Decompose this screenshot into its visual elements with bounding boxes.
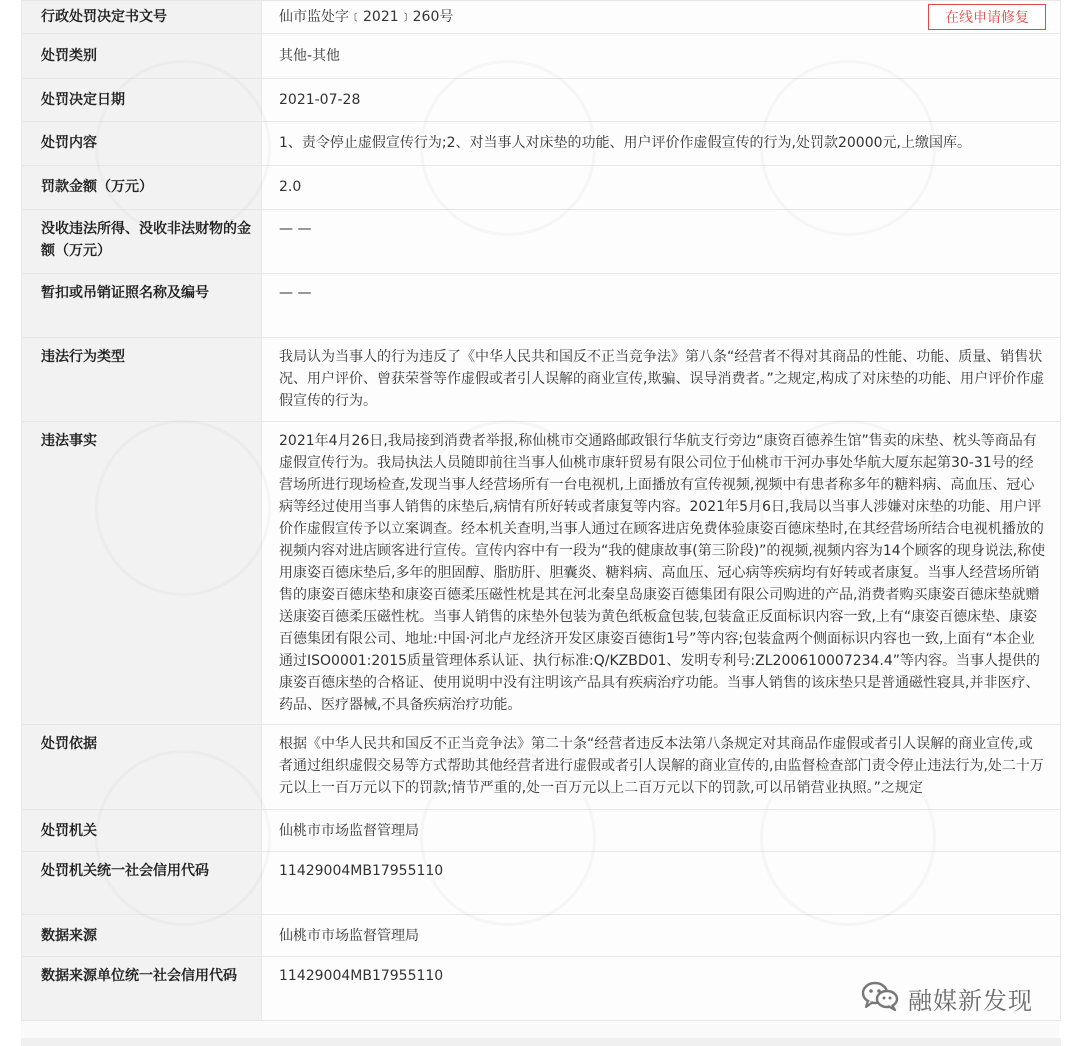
row-label: 处罚机关 (22, 810, 262, 852)
row-label: 处罚内容 (22, 122, 262, 166)
table-row-violation-type (22, 338, 1061, 422)
table-row-fine-amount (22, 166, 1061, 210)
row-value: 我局认为当事人的行为违反了《中华人民共和国反不正当竞争法》第八条“经营者不得对其商品的性能、功能、质量、销售状况、用户评价、曾获荣誉等作虚假或者引人误解的商业宣传,欺骗、误导消费者。”之规定,构成了对床垫的功能、用户评价作虚假宣传的行为。 (262, 338, 1061, 422)
table-row-data-source (22, 915, 1061, 957)
row-label: 行政处罚决定书文号 (22, 1, 262, 34)
table-row-violation-facts (22, 422, 1061, 725)
table-row-penalty-authority (22, 810, 1061, 852)
row-value-cell (262, 1, 1061, 34)
row-value: 仙市监处字﹝2021﹞260号 (279, 9, 454, 25)
row-label: 处罚决定日期 (22, 79, 262, 122)
row-label: 罚款金额（万元） (22, 166, 262, 210)
row-label: 处罚类别 (22, 34, 262, 79)
table-row-penalty-basis (22, 725, 1061, 810)
row-value: 11429004MB17955110 (262, 957, 1061, 1021)
row-label: 数据来源单位统一社会信用代码 (22, 957, 262, 1021)
wechat-icon (860, 980, 900, 1016)
table-row-confiscation-amount (22, 210, 1061, 274)
row-value: 1、责令停止虚假宣传行为;2、对当事人对床垫的功能、用户评价作虚假宣传的行为,处罚款20000元,上缴国库。 (262, 122, 1061, 166)
row-value: 2.0 (262, 166, 1061, 210)
row-value: 根据《中华人民共和国反不正当竞争法》第二十条“经营者违反本法第八条规定对其商品作虚假或者引人误解的商业宣传,或者通过组织虚假交易等方式帮助其他经营者进行虚假或者引人误解的商业宣传的,由监督检查部门责令停止违法行为,处二十万元以上一百万元以下的罚款;情节严重的,处一百万元以上二百万元以下的罚款,可以吊销营业执照。”之规定 (262, 725, 1061, 810)
table-row-penalty-content (22, 122, 1061, 166)
row-value: 其他-其他 (262, 34, 1061, 79)
row-label: 违法行为类型 (22, 338, 262, 422)
table-row-decision-number (22, 1, 1061, 34)
row-value: 11429004MB17955110 (262, 852, 1061, 915)
row-value: 2021-07-28 (262, 79, 1061, 122)
row-value: — — (262, 210, 1061, 274)
table-row-authority-credit-code (22, 852, 1061, 915)
row-value: 2021年4月26日,我局接到消费者举报,称仙桃市交通路邮政银行华航支行旁边“康资百德养生馆”售卖的床垫、枕头等商品有虚假宣传行为。我局执法人员随即前往当事人仙桃市康轩贸易有限公司位于仙桃市干河办事处华航大厦东起第30-31号的经营场所进行现场检查,发现当事人经营场所有一台电视机,上面播放有宣传视频,视频中有患者称多年的糖料病、高血压、冠心病等经过使用当事人销售的床垫后,病情有所好转或者康复等内容。2021年5月6日,我局以当事人涉嫌对床垫的功能、用户评价作虚假宣传予以立案调查。经本机关查明,当事人通过在顾客进店免费体验康姿百德床垫时,在其经营场所结合电视机播放的视频内容对进店顾客进行宣传。宣传内容中有一段为“我的健康故事(第三阶段)”的视频,视频内容为14个顾客的现身说法,称使用康姿百德床垫后,多年的胆固醇、脂肪肝、胆囊炎、糖料病、高血压、冠心病等疾病均有好转或者康复。当事人经营场所销售的康姿百德床垫和康姿百德柔压磁性枕是其在河北秦皇岛康姿百德集团有限公司购进的产品,消费者购买康姿百德床垫就赠送康姿百德柔压磁性枕。当事人销售的床垫外包装为黄色纸板盒包装,包装盒正反面标识内容一致,上有“康姿百德床垫、康姿百德集团有限公司、地址:中国·河北卢龙经济开发区康姿百德街1号”等内容;包装盒两个侧面标识内容也一致,上面有“本企业通过ISO0001:2015质量管理体系认证、执行标准:Q/KZBD01、发明专利号:ZL200610007234.4”等内容。当事人提供的康姿百德床垫的合格证、使用说明中没有注明该产品具有疾病治疗功能。当事人销售的该床垫只是普通磁性寝具,并非医疗、药品、医疗器械,不具备疾病治疗功能。 (262, 422, 1061, 725)
brand-mark (860, 980, 1033, 1016)
row-value: 仙桃市市场监督管理局 (262, 915, 1061, 957)
table-row-decision-date (22, 79, 1061, 122)
row-label: 处罚机关统一社会信用代码 (22, 852, 262, 915)
online-repair-button[interactable]: 在线申请修复 (928, 4, 1046, 30)
brand-name: 融媒新发现 (908, 986, 1033, 1015)
row-label: 违法事实 (22, 422, 262, 725)
row-label: 没收违法所得、没收非法财物的金额（万元） (22, 210, 262, 274)
bottom-divider (21, 1038, 1061, 1046)
table-row-license-revocation (22, 274, 1061, 338)
row-value: 仙桃市市场监督管理局 (262, 810, 1061, 852)
row-label: 数据来源 (22, 915, 262, 957)
penalty-info-table (21, 0, 1061, 1021)
row-label: 处罚依据 (22, 725, 262, 810)
row-value: — — (262, 274, 1061, 338)
table-row-penalty-category (22, 34, 1061, 79)
row-label: 暂扣或吊销证照名称及编号 (22, 274, 262, 338)
